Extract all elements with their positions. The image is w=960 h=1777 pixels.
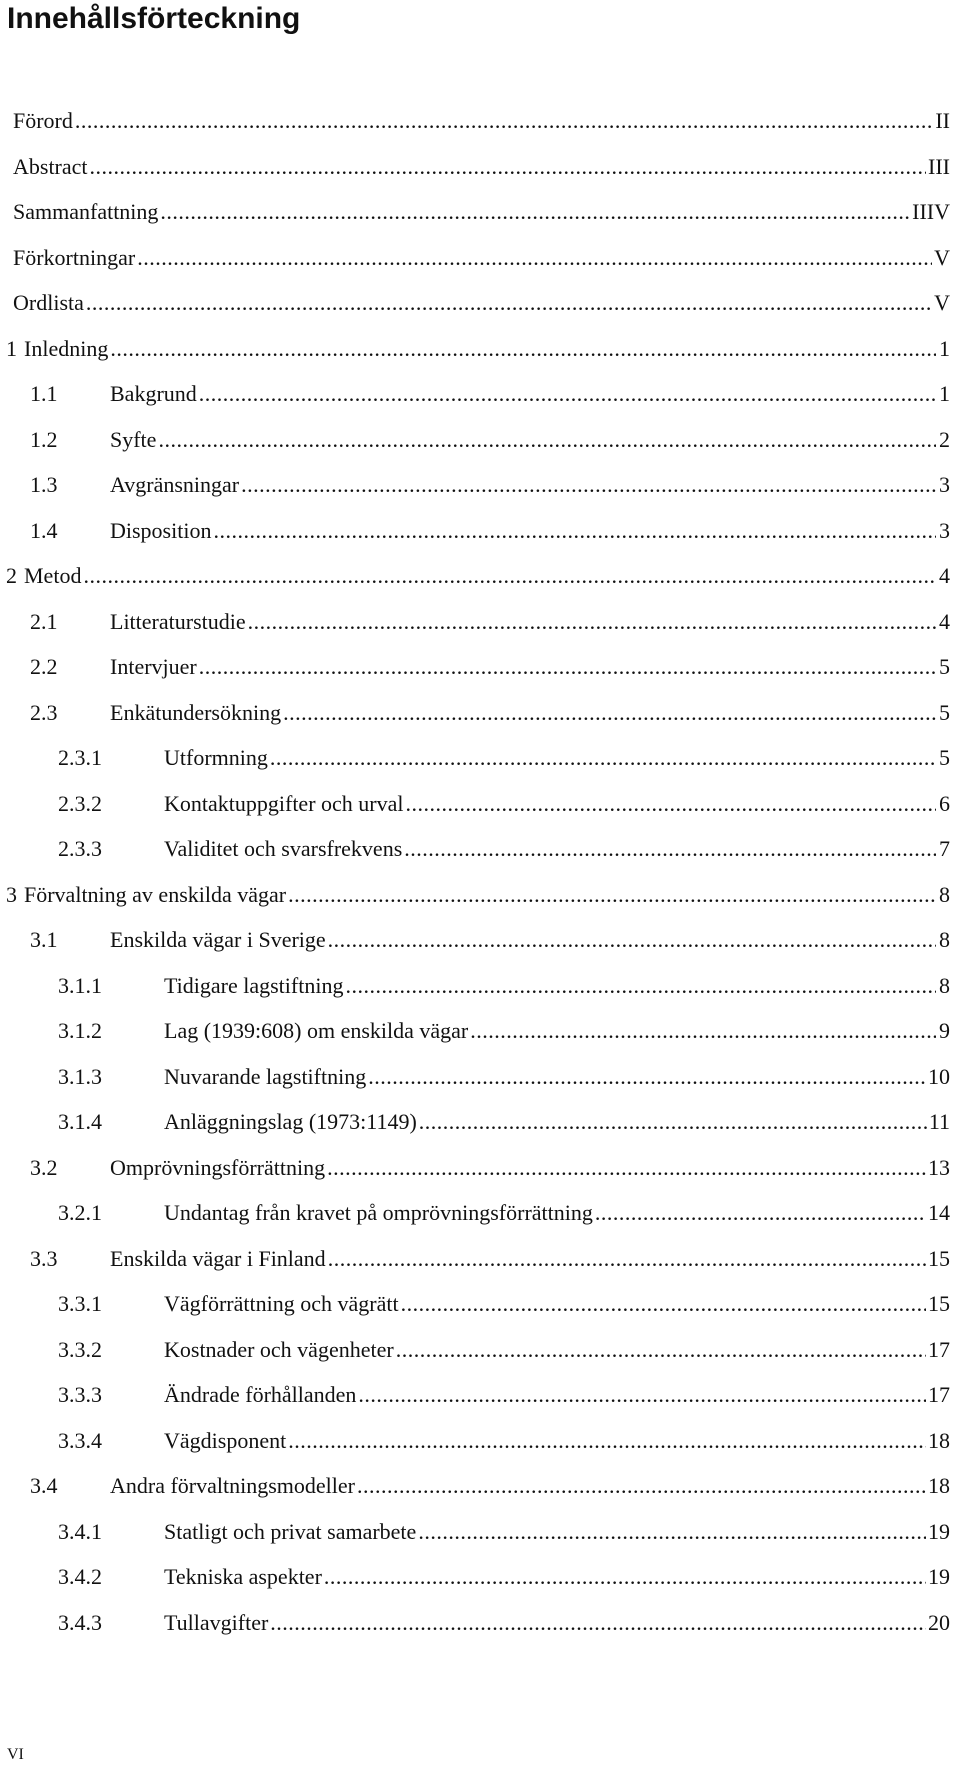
toc-entry-number: 3.1.2 bbox=[58, 1018, 102, 1043]
toc-entry-number: 3.2 bbox=[30, 1154, 58, 1180]
toc-entry-title: Omprövningsförrättning bbox=[110, 1154, 326, 1180]
toc-entry[interactable] bbox=[0, 701, 960, 747]
toc-entry-page: 15 bbox=[928, 1245, 950, 1271]
toc-entry[interactable] bbox=[0, 246, 960, 292]
toc-entry[interactable] bbox=[0, 1065, 960, 1111]
toc-entry-title: Abstract bbox=[13, 153, 88, 179]
toc-entry-page: 18 bbox=[928, 1427, 950, 1453]
toc-entry[interactable] bbox=[0, 974, 960, 1020]
toc-entry-number: 3.3.1 bbox=[58, 1291, 102, 1316]
toc-entry[interactable] bbox=[0, 1201, 960, 1247]
toc-entry-title: Enskilda vägar i Sverige bbox=[110, 927, 326, 952]
dot-leader bbox=[327, 1156, 926, 1180]
dot-leader bbox=[357, 1474, 926, 1498]
toc-entry-page: 10 bbox=[928, 1063, 950, 1089]
toc-entry-title: Anläggningslag (1973:1149) bbox=[164, 1109, 417, 1134]
toc-entry-title: Ändrade förhållanden bbox=[164, 1382, 357, 1407]
dot-leader bbox=[248, 610, 936, 634]
toc-heading: Innehållsförteckning bbox=[7, 2, 301, 35]
toc-entry[interactable] bbox=[0, 1565, 960, 1611]
toc-entry-title: Förvaltning av enskilda vägar bbox=[24, 881, 287, 907]
toc-entry-title: Syfte bbox=[110, 426, 157, 452]
toc-entry-number: 3.4.2 bbox=[58, 1564, 102, 1589]
toc-entry[interactable] bbox=[0, 109, 960, 155]
dot-leader bbox=[324, 1565, 926, 1589]
toc-entry-page: 5 bbox=[939, 745, 950, 770]
toc-entry-number: 2.1 bbox=[30, 608, 58, 634]
dot-leader bbox=[328, 1247, 926, 1271]
toc-entry[interactable] bbox=[0, 428, 960, 474]
toc-entry-page: 5 bbox=[939, 699, 950, 725]
toc-entry-number: 3.1.4 bbox=[58, 1109, 102, 1134]
toc-entry-page: 8 bbox=[939, 972, 950, 998]
toc-entry-page: 11 bbox=[928, 1109, 950, 1134]
toc-entry-number: 1.4 bbox=[30, 517, 58, 543]
dot-leader bbox=[328, 928, 936, 952]
toc-entry[interactable] bbox=[0, 1611, 960, 1657]
toc-entry-title: Tekniska aspekter bbox=[164, 1564, 322, 1589]
toc-entry-title: Kontaktuppgifter och urval bbox=[164, 790, 404, 816]
toc-entry-page: 3 bbox=[939, 517, 950, 543]
dot-leader bbox=[288, 1429, 926, 1453]
toc-entry[interactable] bbox=[0, 1429, 960, 1475]
toc-entry-number: 3.1.1 bbox=[58, 972, 102, 998]
dot-leader bbox=[401, 1292, 926, 1316]
toc-entry-number: 3.3.2 bbox=[58, 1336, 102, 1362]
toc-entry[interactable] bbox=[0, 382, 960, 428]
dot-leader bbox=[288, 883, 936, 907]
toc-entry[interactable] bbox=[0, 837, 960, 883]
toc-list bbox=[0, 109, 960, 1656]
dot-leader bbox=[595, 1201, 926, 1225]
toc-entry[interactable] bbox=[0, 746, 960, 792]
toc-entry-page: 20 bbox=[928, 1609, 950, 1635]
toc-entry-number: 2.2 bbox=[30, 654, 58, 679]
toc-entry-number: 2.3 bbox=[30, 699, 58, 725]
toc-entry-title: Tidigare lagstiftning bbox=[164, 972, 344, 998]
toc-entry[interactable] bbox=[0, 1292, 960, 1338]
toc-entry-title: Disposition bbox=[110, 517, 212, 543]
toc-entry-page: 3 bbox=[939, 472, 950, 497]
toc-entry-title: Enskilda vägar i Finland bbox=[110, 1245, 326, 1271]
toc-entry-page: 2 bbox=[939, 426, 950, 452]
toc-entry-number: 1.3 bbox=[30, 472, 58, 497]
toc-entry-page: 1 bbox=[939, 381, 950, 406]
toc-entry-page: 13 bbox=[928, 1154, 950, 1180]
toc-entry[interactable] bbox=[0, 655, 960, 701]
toc-entry-page: 17 bbox=[928, 1336, 950, 1362]
toc-entry-page: 8 bbox=[939, 881, 950, 907]
toc-entry-page: 17 bbox=[928, 1382, 950, 1407]
toc-entry-title: Inledning bbox=[24, 335, 109, 361]
toc-entry-page: 4 bbox=[939, 608, 950, 634]
toc-entry[interactable] bbox=[0, 1520, 960, 1566]
toc-entry-page: 4 bbox=[939, 563, 950, 588]
toc-entry-title: Avgränsningar bbox=[110, 472, 240, 497]
toc-entry-title: Undantag från kravet på omprövningsförrättning bbox=[164, 1200, 593, 1225]
dot-leader bbox=[83, 564, 936, 588]
toc-entry-title: Statligt och privat samarbete bbox=[164, 1518, 417, 1544]
toc-entry-number: 2.3.1 bbox=[58, 745, 102, 770]
toc-entry-title: Lag (1939:608) om enskilda vägar bbox=[164, 1018, 469, 1043]
toc-entry-title: Sammanfattning bbox=[13, 199, 159, 224]
dot-leader bbox=[470, 1019, 936, 1043]
toc-entry-title: Utformning bbox=[164, 745, 268, 770]
toc-entry[interactable] bbox=[0, 1156, 960, 1202]
toc-entry-title: Ordlista bbox=[13, 290, 84, 315]
toc-entry-number: 3.4.1 bbox=[58, 1518, 102, 1544]
toc-entry-page: II bbox=[935, 108, 950, 133]
toc-entry-number: 3.1.3 bbox=[58, 1063, 102, 1089]
toc-entry-title: Nuvarande lagstiftning bbox=[164, 1063, 367, 1089]
dot-leader bbox=[406, 792, 937, 816]
toc-entry[interactable] bbox=[0, 337, 960, 383]
toc-entry-number: 3.3.4 bbox=[58, 1427, 102, 1453]
toc-entry[interactable] bbox=[0, 928, 960, 974]
toc-entry-number: 3.3 bbox=[30, 1245, 58, 1271]
toc-entry-title: Andra förvaltningsmodeller bbox=[110, 1473, 355, 1498]
toc-entry[interactable] bbox=[0, 1247, 960, 1293]
toc-entry[interactable] bbox=[0, 519, 960, 565]
toc-entry-number: 1.1 bbox=[30, 381, 58, 406]
toc-entry[interactable] bbox=[0, 1383, 960, 1429]
toc-entry-number: 2.3.3 bbox=[58, 836, 102, 861]
toc-entry-number: 3.2.1 bbox=[58, 1200, 102, 1225]
toc-entry-page: 14 bbox=[928, 1200, 950, 1225]
toc-entry-number: 3 bbox=[6, 881, 17, 907]
dot-leader bbox=[213, 519, 936, 543]
toc-entry-number: 3.4 bbox=[30, 1473, 58, 1498]
page-number: VI bbox=[7, 1746, 24, 1763]
toc-entry[interactable] bbox=[0, 883, 960, 929]
toc-entry-number: 2 bbox=[6, 563, 17, 588]
toc-entry-title: Vägdisponent bbox=[164, 1427, 287, 1453]
toc-entry-title: Kostnader och vägenheter bbox=[164, 1336, 394, 1362]
toc-entry[interactable] bbox=[0, 1019, 960, 1065]
dot-leader bbox=[358, 1383, 926, 1407]
dot-leader bbox=[419, 1110, 927, 1134]
toc-entry-number: 3.3.3 bbox=[58, 1382, 102, 1407]
toc-entry[interactable] bbox=[0, 1338, 960, 1384]
dot-leader bbox=[86, 291, 932, 315]
dot-leader bbox=[110, 337, 936, 361]
toc-entry-page: 9 bbox=[939, 1018, 950, 1043]
dot-leader bbox=[345, 974, 936, 998]
toc-entry-page: 19 bbox=[928, 1564, 950, 1589]
toc-entry[interactable] bbox=[0, 610, 960, 656]
dot-leader bbox=[270, 1611, 926, 1635]
toc-entry[interactable] bbox=[0, 473, 960, 519]
toc-entry[interactable] bbox=[0, 155, 960, 201]
toc-entry-page: 19 bbox=[928, 1518, 950, 1544]
toc-entry-title: Bakgrund bbox=[110, 381, 197, 406]
toc-entry-title: Förkortningar bbox=[13, 244, 136, 270]
toc-entry[interactable] bbox=[0, 1110, 960, 1156]
toc-entry-page: V bbox=[934, 244, 950, 270]
toc-entry-page: 15 bbox=[928, 1291, 950, 1316]
dot-leader bbox=[160, 200, 910, 224]
dot-leader bbox=[404, 837, 936, 861]
toc-entry-title: Förord bbox=[13, 108, 73, 133]
dot-leader bbox=[75, 109, 933, 133]
toc-entry-page: 6 bbox=[939, 790, 950, 816]
toc-entry[interactable] bbox=[0, 792, 960, 838]
dot-leader bbox=[199, 382, 936, 406]
toc-entry-number: 3.4.3 bbox=[58, 1609, 102, 1635]
toc-entry[interactable] bbox=[0, 1474, 960, 1520]
toc-entry-page: V bbox=[934, 290, 950, 315]
toc-entry-title: Vägförrättning och vägrätt bbox=[164, 1291, 399, 1316]
dot-leader bbox=[90, 155, 926, 179]
toc-entry-page: 8 bbox=[939, 927, 950, 952]
toc-entry-page: 5 bbox=[939, 654, 950, 679]
toc-entry[interactable] bbox=[0, 564, 960, 610]
toc-entry-page: IIIV bbox=[912, 199, 950, 224]
toc-entry-page: 7 bbox=[939, 836, 950, 861]
toc-entry-page: 18 bbox=[928, 1473, 950, 1498]
toc-entry-number: 1 bbox=[6, 335, 17, 361]
toc-entry-title: Enkätundersökning bbox=[110, 699, 282, 725]
toc-entry-page: III bbox=[928, 153, 950, 179]
toc-entry-number: 2.3.2 bbox=[58, 790, 102, 816]
dot-leader bbox=[283, 701, 936, 725]
toc-entry-page: 1 bbox=[939, 335, 950, 361]
toc-entry-title: Litteraturstudie bbox=[110, 608, 246, 634]
toc-entry-number: 3.1 bbox=[30, 927, 58, 952]
dot-leader bbox=[158, 428, 936, 452]
toc-entry-title: Intervjuer bbox=[110, 654, 197, 679]
dot-leader bbox=[137, 246, 932, 270]
toc-entry[interactable] bbox=[0, 200, 960, 246]
toc-entry-title: Tullavgifter bbox=[164, 1609, 269, 1635]
dot-leader bbox=[199, 655, 936, 679]
dot-leader bbox=[270, 746, 936, 770]
toc-entry-title: Metod bbox=[24, 563, 82, 588]
toc-entry-title: Validitet och svarsfrekvens bbox=[164, 836, 403, 861]
dot-leader bbox=[241, 473, 936, 497]
dot-leader bbox=[368, 1065, 926, 1089]
toc-entry-number: 1.2 bbox=[30, 426, 58, 452]
toc-entry[interactable] bbox=[0, 291, 960, 337]
dot-leader bbox=[396, 1338, 926, 1362]
dot-leader bbox=[418, 1520, 926, 1544]
